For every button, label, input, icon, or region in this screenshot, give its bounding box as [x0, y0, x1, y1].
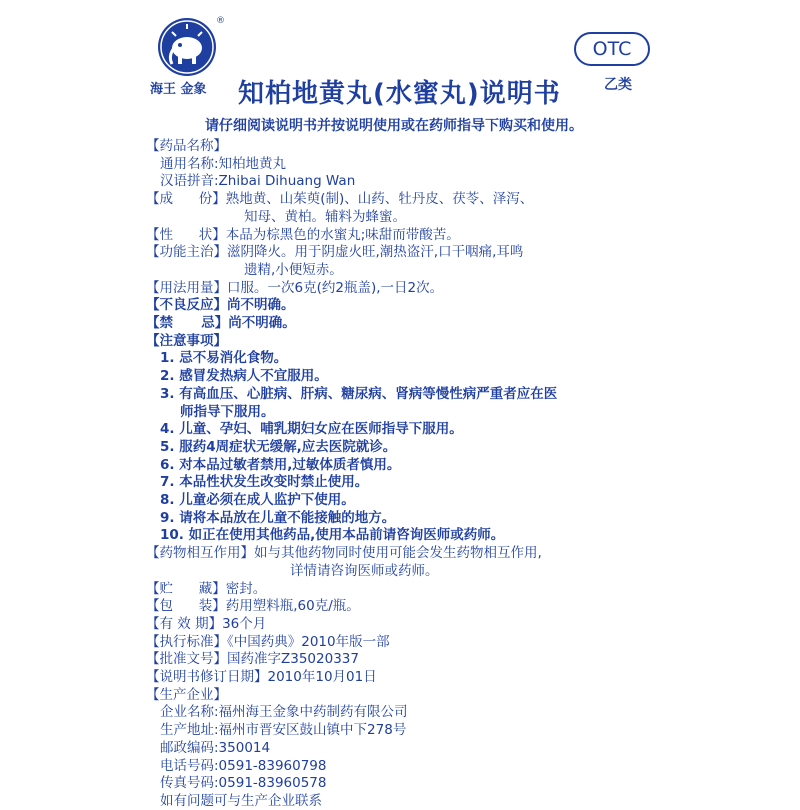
approval-number: 【批准文号】国药准字Z35020337 — [146, 651, 359, 668]
precaution-item: 10. 如正在使用其他药品,使用本品前请咨询医师或药师。 — [160, 527, 505, 544]
otc-class-label: 乙类 — [604, 77, 632, 93]
manufacturer-info-line: 传真号码:0591-83960578 — [160, 775, 327, 792]
revision-date: 【说明书修订日期】2010年10月01日 — [146, 669, 377, 685]
ingredients: 【成 份】熟地黄、山茱萸(制)、山药、牡丹皮、茯苓、泽泻、 — [146, 191, 534, 208]
generic-name: 通用名称:知柏地黄丸 — [160, 155, 287, 172]
manufacturer-info-line: 如有问题可与生产企业联系 — [160, 792, 322, 809]
elephant-logo-icon — [158, 18, 216, 76]
precaution-item: 5. 服药4周症状无缓解,应去医院就诊。 — [160, 438, 397, 455]
section-manufacturer: 【生产企业】 — [146, 686, 227, 703]
precaution-item: 6. 对本品过敏者禁用,过敏体质者慎用。 — [160, 456, 401, 473]
adverse-reactions: 【不良反应】尚不明确。 — [146, 297, 295, 314]
precaution-item: 1. 忌不易消化食物。 — [160, 350, 288, 367]
brand-logo — [150, 16, 225, 98]
document-title: 知柏地黄丸(水蜜丸)说明书 — [238, 79, 561, 109]
company-name: 企业名称:福州海王金象中药制药有限公司 — [160, 704, 408, 721]
manufacturer-info-line: 邮政编码:350014 — [160, 739, 271, 756]
section-drug-name: 【药品名称】 — [146, 138, 227, 154]
ingredients-cont: 知母、黄柏。辅料为蜂蜜。 — [244, 208, 406, 225]
dosage: 【用法用量】口服。一次6克(约2瓶盖),一日2次。 — [146, 279, 444, 296]
indications-cont: 遗精,小便短赤。 — [244, 261, 343, 278]
precaution-item-cont: 师指导下服用。 — [180, 403, 275, 420]
standard: 【执行标准】《中国药典》2010年版一部 — [146, 633, 390, 650]
drug-interactions-cont: 详情请咨询医师或药师。 — [290, 562, 439, 579]
otc-badge: OTC — [574, 32, 650, 66]
storage: 【贮 藏】密封。 — [146, 580, 267, 597]
precaution-item: 2. 感冒发热病人不宜服用。 — [160, 368, 328, 385]
registered-mark-icon: ® — [216, 16, 225, 26]
precaution-item: 3. 有高血压、心脏病、肝病、糖尿病、肾病等慢性病严重者应在医 — [160, 385, 558, 402]
section-precautions: 【注意事项】 — [146, 332, 227, 349]
precaution-item: 4. 儿童、孕妇、哺乳期妇女应在医师指导下服用。 — [160, 421, 463, 438]
shelf-life: 【有 效 期】36个月 — [146, 615, 267, 632]
pinyin-name: 汉语拼音:Zhibai Dihuang Wan — [160, 173, 356, 190]
indications: 【功能主治】滋阴降火。用于阴虚火旺,潮热盗汗,口干咽痛,耳鸣 — [146, 244, 524, 261]
appearance: 【性 状】本品为棕黑色的水蜜丸;味甜而带酸苦。 — [146, 226, 460, 243]
brand-text: 海王 金象 — [150, 82, 207, 97]
packaging: 【包 装】药用塑料瓶,60克/瓶。 — [146, 598, 360, 615]
manufacturer-info-line: 电话号码:0591-83960798 — [160, 757, 327, 774]
reading-notice: 请仔细阅读说明书并按说明使用或在药师指导下购买和使用。 — [205, 118, 583, 134]
precaution-item: 7. 本品性状发生改变时禁止使用。 — [160, 474, 369, 491]
precaution-item: 9. 请将本品放在儿童不能接触的地方。 — [160, 509, 396, 526]
drug-interactions: 【药物相互作用】如与其他药物同时使用可能会发生药物相互作用, — [146, 545, 542, 562]
contraindications: 【禁 忌】尚不明确。 — [146, 315, 296, 331]
manufacturer-info-line: 生产地址:福州市晋安区鼓山镇中下278号 — [160, 722, 407, 739]
precaution-item: 8. 儿童必须在成人监护下使用。 — [160, 492, 355, 508]
